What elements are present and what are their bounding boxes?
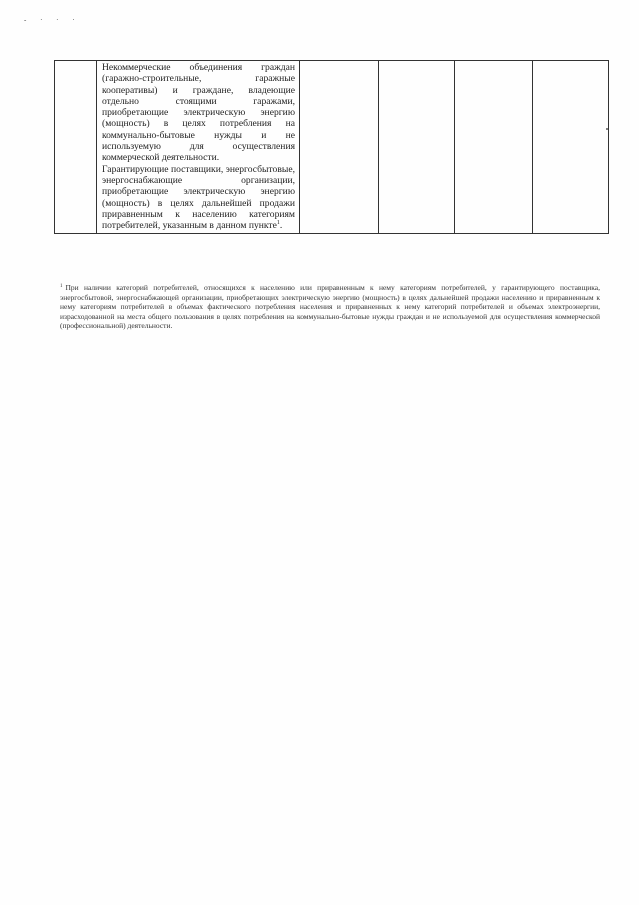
scan-corner-marks: - · · · <box>24 16 81 24</box>
consumer-category-suppliers <box>102 164 295 232</box>
table-cell-empty <box>455 61 533 234</box>
table-cell-empty <box>300 61 379 234</box>
footnote <box>60 283 600 331</box>
consumer-category-garages: Некоммерческие объединения граждан (гаражно-строительные, гаражные кооперативы) и граждане, владеющие отдельно стоящими гаражами, приобретающие электрическую энергию (мощность) в целях потребления на коммунально-бытовые нужды и не используемую для осуществления коммерческой деятельности. <box>102 62 295 164</box>
table-cell-number <box>55 61 97 234</box>
consumer-category-suppliers-end: . <box>279 220 283 232</box>
footnote-mark: 1 <box>60 283 63 289</box>
table-cell-consumer-category <box>97 61 300 234</box>
table-row <box>55 61 609 234</box>
consumer-category-suppliers-text: Гарантирующие поставщики, энергосбытовые, энергоснабжающие организации, приобретающие электрическую энергию (мощность) в целях дальнейшей продажи приравненным к населению категориям потребителей, указанным в данном пункте <box>102 163 295 232</box>
table-cell-empty <box>533 61 609 234</box>
tariff-table <box>54 60 609 234</box>
footnote-reference: 1 <box>276 219 280 226</box>
footnote-text: При наличии категорий потребителей, относящихся к населению или приравненным к нему категориям потребителей, у гарантирующего поставщика, энергосбытовой, энергоснабжающей организации, приобретающих электрическую энергию (мощность) в целях дальнейшей продажи населению и приравненным к нему категориям потребителей в объемах фактического потребления населения и приравненных к нему категорий потребителей и объемах электроэнергии, израсходованной на места общего пользования в целях потребления на коммунально-бытовые нужды граждан и не используемой для осуществления коммерческой (профессиональной) деятельности. <box>60 283 600 331</box>
table-cell-empty <box>379 61 455 234</box>
